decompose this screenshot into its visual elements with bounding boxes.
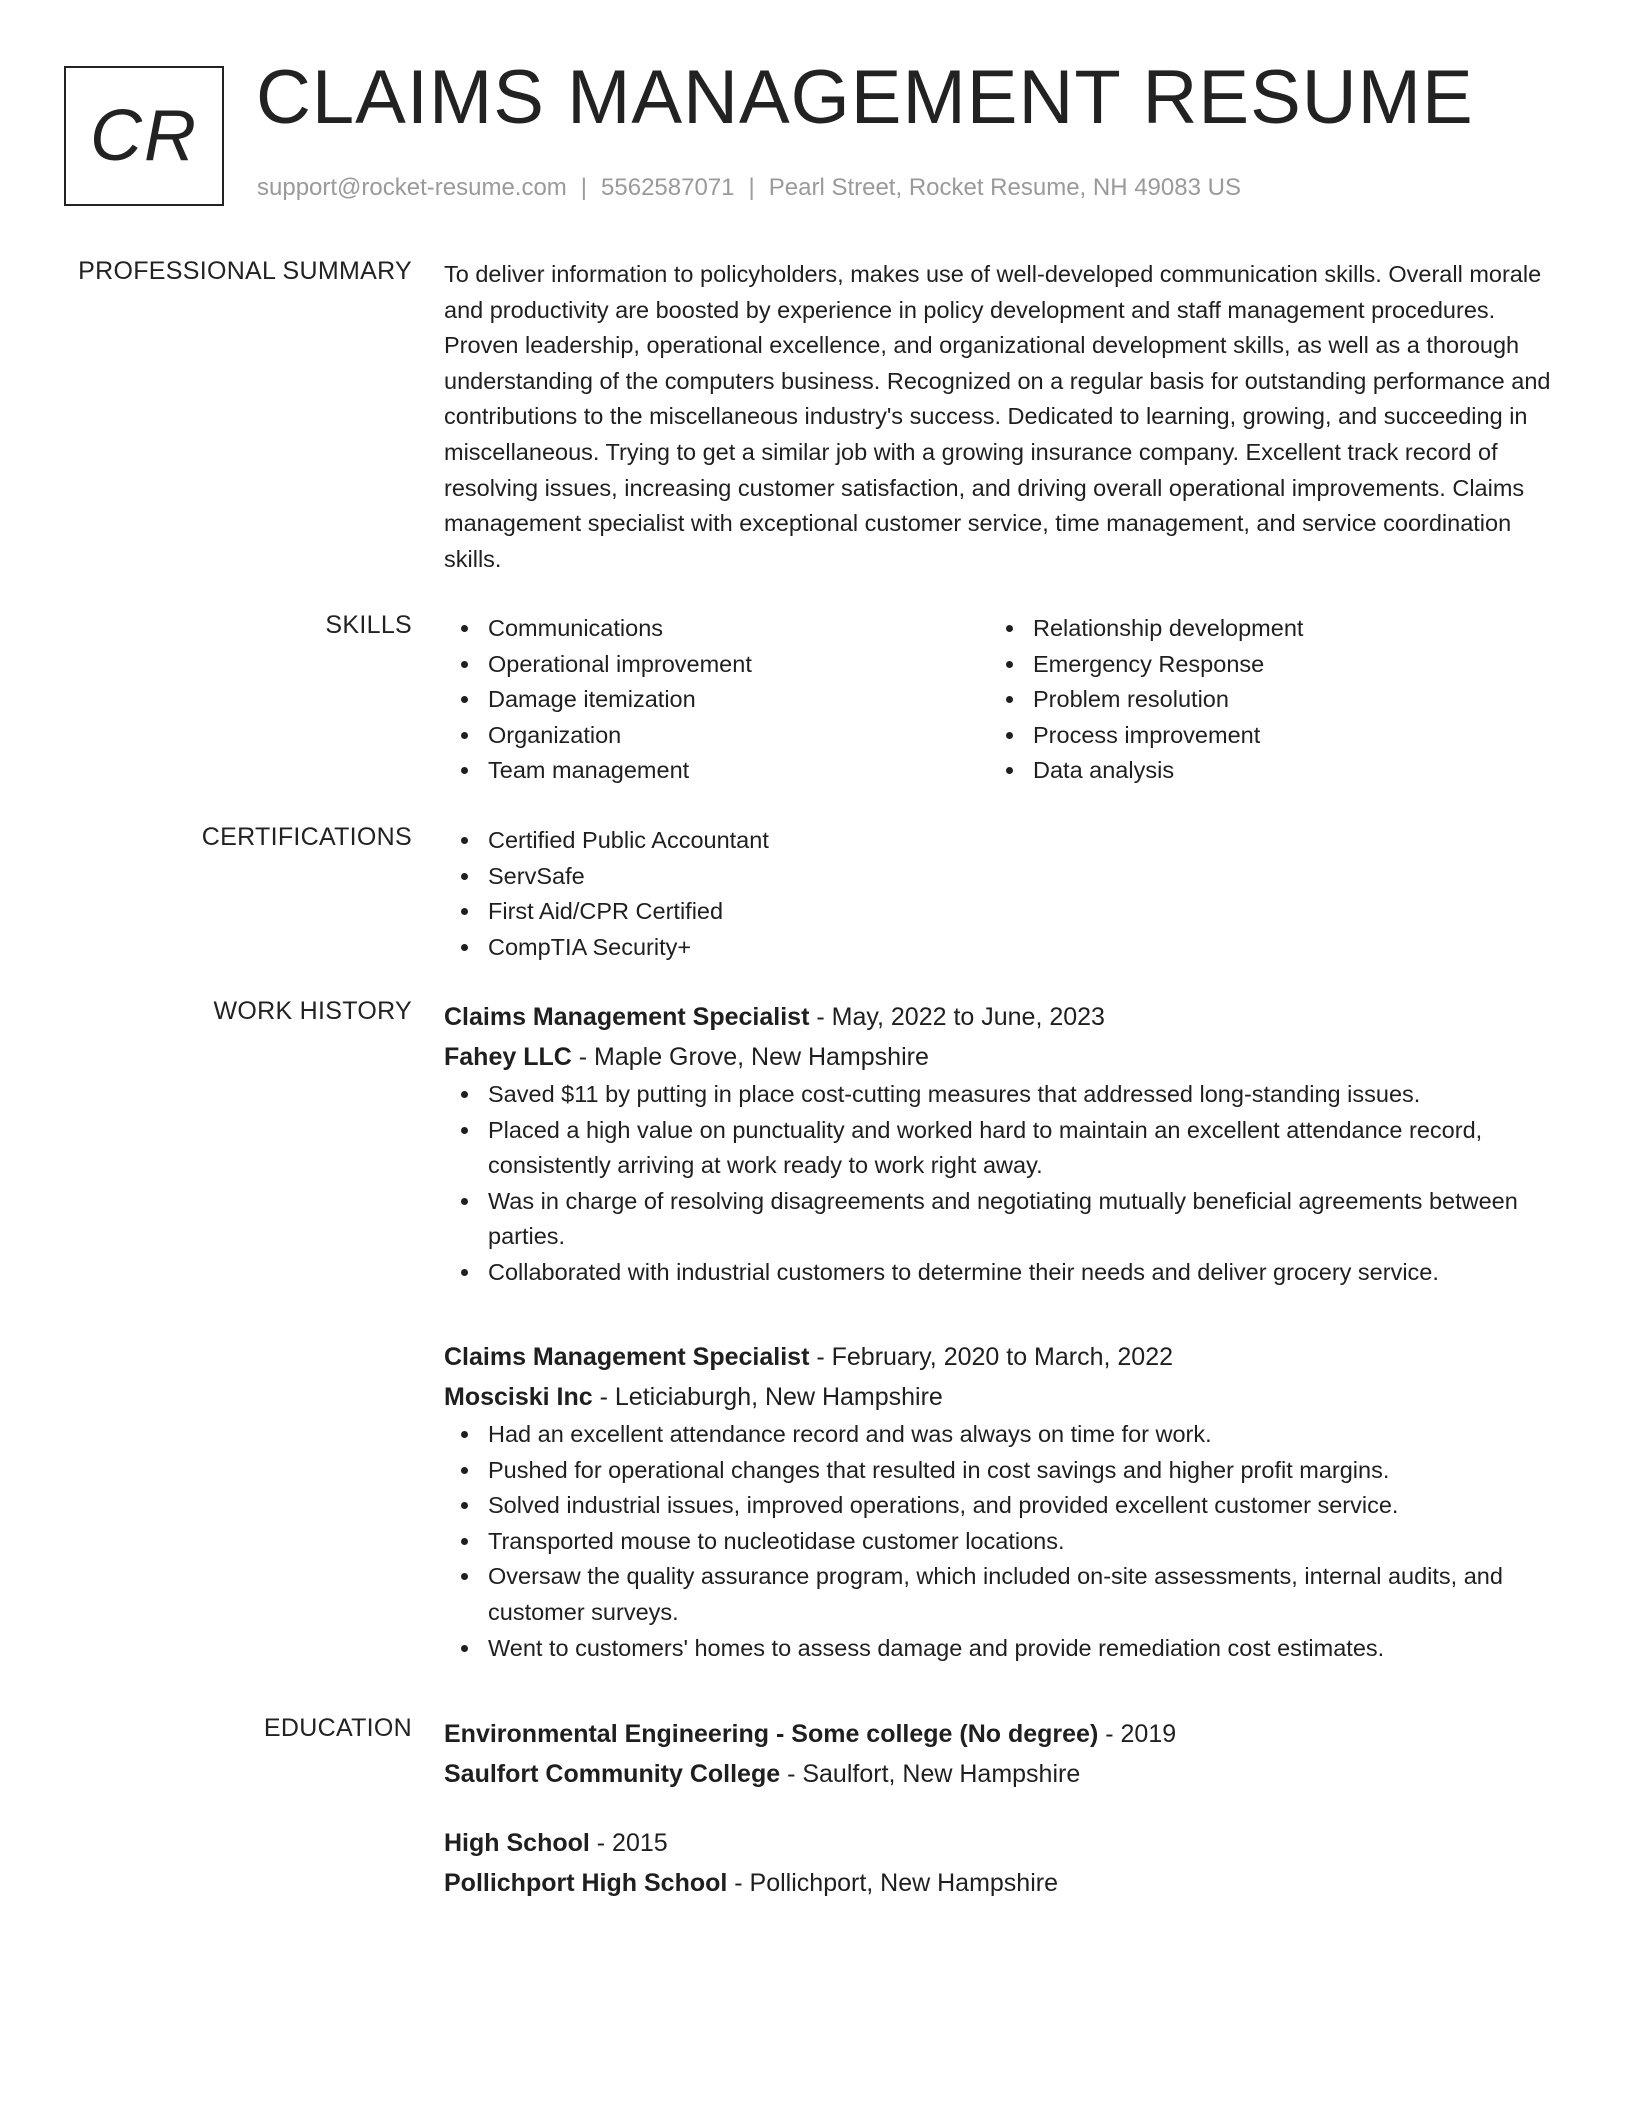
job-duties-list: [444, 1077, 1554, 1291]
job-location: - Leticiaburgh, New Hampshire: [592, 1383, 943, 1411]
summary-text: To deliver information to policyholders, makes use of well-developed communication skills. Overall morale and productivity are boosted by experience in policy development and staff management procedures. Proven leadership, operational excellence, and organizational development skills, as well as a thorough understanding of the computers business. Recognized on a regular basis for outstanding performance and contributions to the miscellaneous industry's success. Dedicated to learning, growing, and succeeding in miscellaneous. Trying to get a similar job with a growing insurance company. Excellent track record of resolving issues, increasing customer satisfaction, and driving overall operational improvements. Claims management specialist with exceptional customer service, time management, and service coordination skills.: [444, 261, 1551, 572]
monogram-box: [64, 66, 224, 206]
list-item: Data analysis: [989, 753, 1534, 789]
education-degree-line: [444, 1714, 1554, 1754]
list-item: Relationship development: [989, 611, 1534, 647]
skills-body: [444, 611, 1554, 789]
education-body: [444, 1714, 1554, 1794]
monogram-initials: CR: [90, 96, 198, 176]
list-item: Damage itemization: [444, 682, 989, 718]
list-item: Collaborated with industrial customers to determine their needs and deliver grocery service.: [444, 1255, 1554, 1291]
list-item: First Aid/CPR Certified: [444, 894, 1554, 930]
list-item: Team management: [444, 753, 989, 789]
list-item: Communications: [444, 611, 989, 647]
education-year: - 2019: [1098, 1720, 1177, 1748]
list-item: ServSafe: [444, 859, 1554, 895]
list-item: Problem resolution: [989, 682, 1534, 718]
list-item: Placed a high value on punctuality and worked hard to maintain an excellent attendance record, consistently arriving at work ready to work right away.: [444, 1113, 1554, 1184]
contact-line: [257, 174, 1241, 202]
section-label-education: EDUCATION: [263, 1714, 412, 1742]
contact-email: support@rocket-resume.com: [257, 174, 567, 201]
list-item: Transported mouse to nucleotidase customer locations.: [444, 1524, 1554, 1560]
job-company-line: [444, 1377, 1554, 1417]
certifications-list: [444, 823, 1554, 965]
list-item: Had an excellent attendance record and was always on time for work.: [444, 1417, 1554, 1453]
list-item: CompTIA Security+: [444, 930, 1554, 966]
work-history-body: [444, 1337, 1554, 1666]
skills-list-left: [444, 611, 989, 789]
job-title: Claims Management Specialist: [444, 1003, 810, 1031]
education-school-line: [444, 1754, 1554, 1794]
education-year: - 2015: [589, 1829, 668, 1857]
summary-body: [444, 257, 1554, 577]
education-degree: High School: [444, 1829, 590, 1857]
job-title-line: [444, 997, 1554, 1037]
skills-grid: [444, 611, 1554, 789]
list-item: Emergency Response: [989, 647, 1534, 683]
work-history-body: [444, 997, 1554, 1291]
list-item: Organization: [444, 718, 989, 754]
job-title: Claims Management Specialist: [444, 1343, 810, 1371]
certifications-body: [444, 823, 1554, 965]
section-label-skills: SKILLS: [325, 611, 412, 639]
list-item: Operational improvement: [444, 647, 989, 683]
contact-phone: 5562587071: [601, 174, 735, 201]
list-item: Went to customers' homes to assess damage and provide remediation cost estimates.: [444, 1631, 1554, 1667]
section-label-summary: PROFESSIONAL SUMMARY: [78, 257, 412, 285]
contact-separator: |: [748, 174, 755, 201]
education-entry: [444, 1823, 1554, 1903]
resume-title: CLAIMS MANAGEMENT RESUME: [256, 55, 1474, 140]
job-location: - Maple Grove, New Hampshire: [571, 1043, 929, 1071]
job-entry: [444, 1337, 1554, 1666]
list-item: Certified Public Accountant: [444, 823, 1554, 859]
job-company: Fahey LLC: [444, 1043, 572, 1071]
education-location: - Pollichport, New Hampshire: [727, 1869, 1058, 1897]
education-degree-line: [444, 1823, 1554, 1863]
contact-separator: |: [580, 174, 588, 201]
job-dates: - February, 2020 to March, 2022: [809, 1343, 1174, 1371]
list-item: Process improvement: [989, 718, 1534, 754]
contact-address: Pearl Street, Rocket Resume, NH 49083 US: [768, 174, 1241, 201]
education-location: - Saulfort, New Hampshire: [780, 1760, 1081, 1788]
list-item: Pushed for operational changes that resulted in cost savings and higher profit margins.: [444, 1453, 1554, 1489]
job-dates: - May, 2022 to June, 2023: [809, 1003, 1105, 1031]
education-entry: [444, 1714, 1554, 1794]
job-company-line: [444, 1037, 1554, 1077]
list-item: Solved industrial issues, improved operations, and provided excellent customer service.: [444, 1488, 1554, 1524]
education-school: Pollichport High School: [444, 1869, 728, 1897]
section-label-certifications: CERTIFICATIONS: [201, 823, 412, 851]
job-duties-list: [444, 1417, 1554, 1666]
education-school: Saulfort Community College: [444, 1760, 781, 1788]
list-item: Saved $11 by putting in place cost-cutting measures that addressed long-standing issues.: [444, 1077, 1554, 1113]
education-school-line: [444, 1863, 1554, 1903]
job-title-line: [444, 1337, 1554, 1377]
education-body: [444, 1823, 1554, 1903]
education-degree: Environmental Engineering - Some college (No degree): [444, 1720, 1099, 1748]
skills-list-right: [989, 611, 1534, 789]
list-item: Oversaw the quality assurance program, which included on-site assessments, internal audits, and customer surveys.: [444, 1559, 1554, 1630]
section-label-work-history: WORK HISTORY: [213, 997, 412, 1025]
job-entry: [444, 997, 1554, 1291]
job-company: Mosciski Inc: [444, 1383, 593, 1411]
list-item: Was in charge of resolving disagreements and negotiating mutually beneficial agreements between parties.: [444, 1184, 1554, 1255]
